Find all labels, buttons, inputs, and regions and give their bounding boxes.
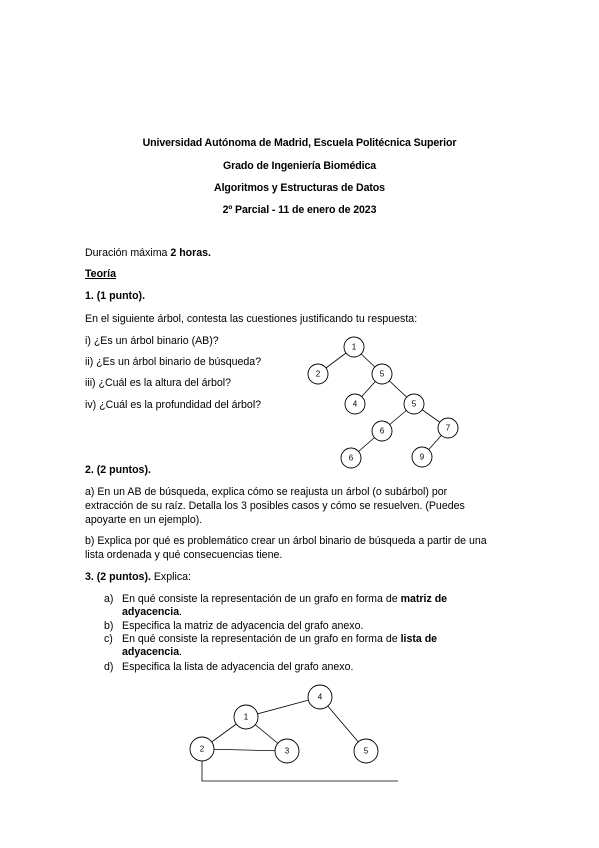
svg-text:7: 7: [445, 423, 451, 433]
svg-text:1: 1: [351, 342, 357, 352]
graph-node: [275, 739, 299, 763]
exam-title: 2º Parcial - 11 de enero de 2023: [222, 204, 377, 216]
q2-a-line: apoyarte en un ejemplo).: [85, 514, 203, 526]
q3-marker: a): [104, 593, 114, 605]
q3-marker: d): [104, 661, 114, 673]
q1-item: i) ¿Es un árbol binario (AB)?: [85, 335, 219, 347]
q2-b-line: lista ordenada y qué consecuencias tiene.: [85, 549, 283, 561]
q1-title: 1. (1 punto).: [85, 290, 146, 302]
svg-text:6: 6: [379, 426, 385, 436]
svg-text:5: 5: [363, 746, 369, 756]
q2-b-line: b) Explica por qué es problemático crear un árbol binario de búsqueda a partir de una: [85, 535, 487, 547]
svg-text:4: 4: [352, 399, 358, 409]
q3-a-bold2: adyacencia: [122, 606, 180, 618]
graph-node: [308, 685, 332, 709]
q3-a-bold: matriz de: [400, 593, 448, 605]
q2-a-line: a) En un AB de búsqueda, explica cómo se reajusta un árbol (o subárbol) por: [85, 486, 448, 498]
q3-c-text: En qué consiste la representación de un grafo en forma de: [122, 633, 401, 645]
q3-title: 3. (2 puntos).: [85, 571, 151, 583]
svg-text:1: 1: [243, 712, 249, 722]
q3-c-bold: lista de: [400, 633, 438, 645]
q3-c-bold2: adyacencia: [122, 646, 180, 658]
section-title: Teoría: [85, 268, 117, 280]
svg-text:3: 3: [284, 746, 290, 756]
q3-marker: c): [104, 633, 113, 645]
svg-text:5: 5: [411, 399, 417, 409]
university-title: Universidad Autónoma de Madrid, Escuela Politécnica Superior: [142, 137, 457, 149]
q3-d-text: Especifica la lista de adyacencia del grafo anexo.: [122, 661, 354, 673]
svg-text:2: 2: [315, 369, 321, 379]
q3-a-text: En qué consiste la representación de un grafo en forma de: [122, 593, 401, 605]
q3-b-text: Especifica la matriz de adyacencia del grafo anexo.: [122, 620, 364, 632]
course-title: Algoritmos y Estructuras de Datos: [214, 182, 385, 194]
q1-item: iii) ¿Cuál es la altura del árbol?: [85, 377, 232, 389]
q1-item: iv) ¿Cuál es la profundidad del árbol?: [85, 399, 262, 411]
graph-node: [190, 737, 214, 761]
degree-title: Grado de Ingeniería Biomédica: [222, 160, 377, 172]
q1-item: ii) ¿Es un árbol binario de búsqueda?: [85, 356, 262, 368]
graph-node: [354, 739, 378, 763]
graph-node: [234, 705, 258, 729]
q2-title: 2. (2 puntos).: [85, 464, 151, 476]
duration-value: 2 horas.: [170, 247, 212, 259]
q3-a-end: .: [179, 606, 183, 618]
svg-text:5: 5: [379, 369, 385, 379]
svg-text:4: 4: [317, 692, 323, 702]
q3-title-suffix: Explica:: [150, 571, 191, 583]
q3-marker: b): [104, 620, 114, 632]
svg-text:2: 2: [199, 744, 205, 754]
svg-text:6: 6: [348, 453, 354, 463]
svg-text:9: 9: [419, 452, 425, 462]
q2-a-line: extracción de su raíz. Detalla los 3 posibles casos y cómo se resuelven. (Puedes: [85, 500, 465, 512]
q3-c-end: .: [179, 646, 183, 658]
duration-prefix: Duración máxima: [85, 247, 171, 259]
q1-intro: En el siguiente árbol, contesta las cuestiones justificando tu respuesta:: [85, 313, 418, 325]
